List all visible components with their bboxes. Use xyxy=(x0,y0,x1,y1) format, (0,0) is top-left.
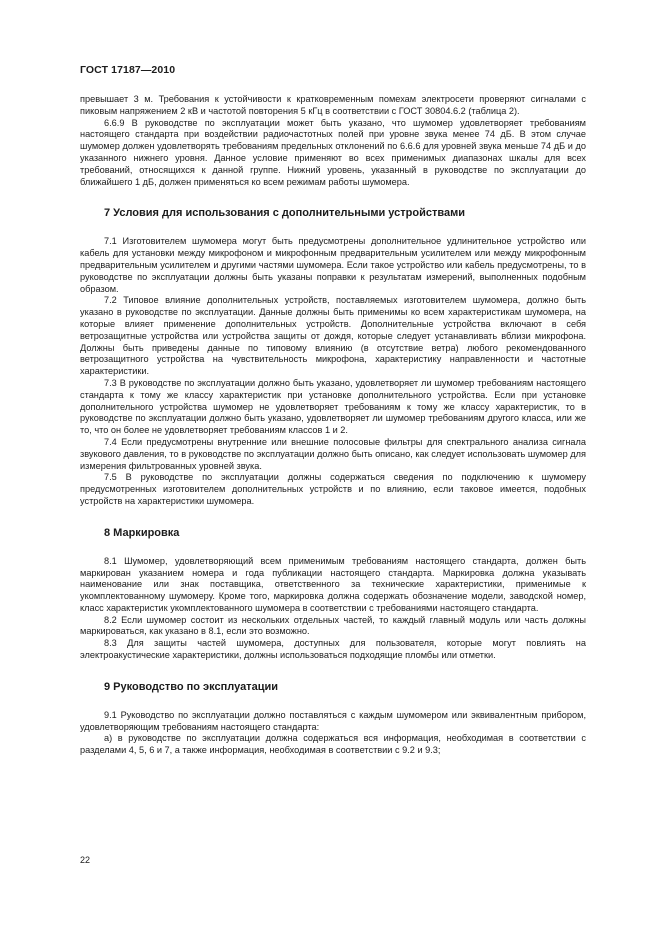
paragraph-9-1-a: а) в руководстве по эксплуатации должна содержаться вся информация, необходимая в соответствии с разделами 4, 5, 6 и 7, а также информация, необходимая в соответствии с 9.2 и 9.3; xyxy=(80,733,586,756)
paragraph-7-2: 7.2 Типовое влияние дополнительных устройств, поставляемых изготовителем шумомера, должно быть указано в руководстве по эксплуатации. Данные должны быть применимы ко всем характеристикам шумомера, на которые влияет применение дополнительных устройств. Дополнительные устройства включают в себя ветрозащитные устройства или устройства защиты от дождя, которые следует устанавливать вблизи микрофона. Должны быть приведены данные по типовому влиянию (в отсутствие ветра) любого рекомендованного ветрозащитного устройства на чувствительность микрофона, характеристику направленности и частотные характеристики. xyxy=(80,295,586,377)
section-8-heading: 8 Маркировка xyxy=(104,526,180,539)
paragraph-9-1: 9.1 Руководство по эксплуатации должно поставляться с каждым шумомером или эквивалентным прибором, удовлетворяющим требованиям настоящего стандарта: xyxy=(80,709,586,732)
paragraph-8-2: 8.2 Если шумомер состоит из нескольких отдельных частей, то каждый главный модуль или часть должны маркироваться, как указано в 8.1, если это возможно. xyxy=(80,614,586,637)
section-9-heading: 9 Руководство по эксплуатации xyxy=(104,680,278,693)
page-content xyxy=(80,94,586,757)
document-page xyxy=(80,0,586,936)
section-7-heading: 7 Условия для использования с дополнительными устройствами xyxy=(104,207,465,220)
paragraph-6-6-8-continuation: превышает 3 м. Требования к устойчивости к кратковременным помехам электросети проверяют сигналами с пиковым напряжением 2 кВ и частотой повторения 5 кГц в соответствии с ГОСТ 30804.6.2 (таблица 2). xyxy=(80,94,586,116)
paragraph-7-5: 7.5 В руководстве по эксплуатации должны содержаться сведения по подключению к шумомеру предусмотренных изготовителем дополнительных устройств и по влиянию, если таковое имеется, подобных устройств на характеристики шумомера. xyxy=(80,472,586,506)
page-number: 22 xyxy=(80,855,91,865)
paragraph-7-4: 7.4 Если предусмотрены внутренние или внешние полосовые фильтры для спектрального анализа сигнала звукового давления, то в руководстве по эксплуатации должно быть описано, как следует использовать шумомер для измерения фильтрованных уровней звука. xyxy=(80,436,586,471)
paragraph-7-1: 7.1 Изготовителем шумомера могут быть предусмотрены дополнительное удлинительное устройство или кабель для установки между микрофоном и микрофонным предварительным усилителем или между микрофонным предварительным усилителем и другими частями шумомера. Если такое устройство или кабель предусмотрены, то в руководстве по эксплуатации должны быть указаны поправки к результатам измерений, выполненных подобным образом. xyxy=(80,236,586,294)
paragraph-7-3: 7.3 В руководстве по эксплуатации должно быть указано, удовлетворяет ли шумомер требованиям настоящего стандарта к тому же классу характеристик при установке дополнительного устройства. Если при установке дополнительного устройства шумомер не удовлетворяет требованиям к тому же классу характеристик, то в руководстве по эксплуатации должно быть указано, удовлетворяет ли шумомер требованиям другого класса, или же то, что он более не удовлетворяет требованиям классов 1 и 2. xyxy=(80,377,586,436)
paragraph-8-1: 8.1 Шумомер, удовлетворяющий всем применимым требованиям настоящего стандарта, должен быть маркирован указанием номера и года публикации настоящего стандарта. Маркировка должна указывать наименование или знак поставщика, ответственного за технические характеристики, применимые к укомплектованному шумомеру. Кроме того, маркировка должна содержать обозначение модели, заводской номер, класс характеристик укомплектованного шумомера в соответствии с требованиями настоящего стандарта. xyxy=(80,555,586,613)
standard-designation: ГОСТ 17187—2010 xyxy=(80,64,176,76)
paragraph-8-3: 8.3 Для защиты частей шумомера, доступных для пользователя, которые могут повлиять на электроакустические характеристики, должны использоваться подходящие пломбы или отметки. xyxy=(80,638,586,661)
paragraph-6-6-9: 6.6.9 В руководстве по эксплуатации может быть указано, что шумомер удовлетворяет требованиям настоящего стандарта при воздействии радиочастотных полей при уровне звука менее 74 дБ. В этом случае шумомер должен удовлетворять требованиям предельных отклонений по 6.6.6 для уровней звука меньше 74 дБ и до указанного нижнего уровня. Данное условие применяют во всех применимых диапазонах шкалы для всех требований, относящихся к данной группе. Нижний уровень, указанный в руководстве по эксплуатации до ближайшего 1 дБ, должен применяться ко всем режимам работы шумомера. xyxy=(80,117,586,187)
